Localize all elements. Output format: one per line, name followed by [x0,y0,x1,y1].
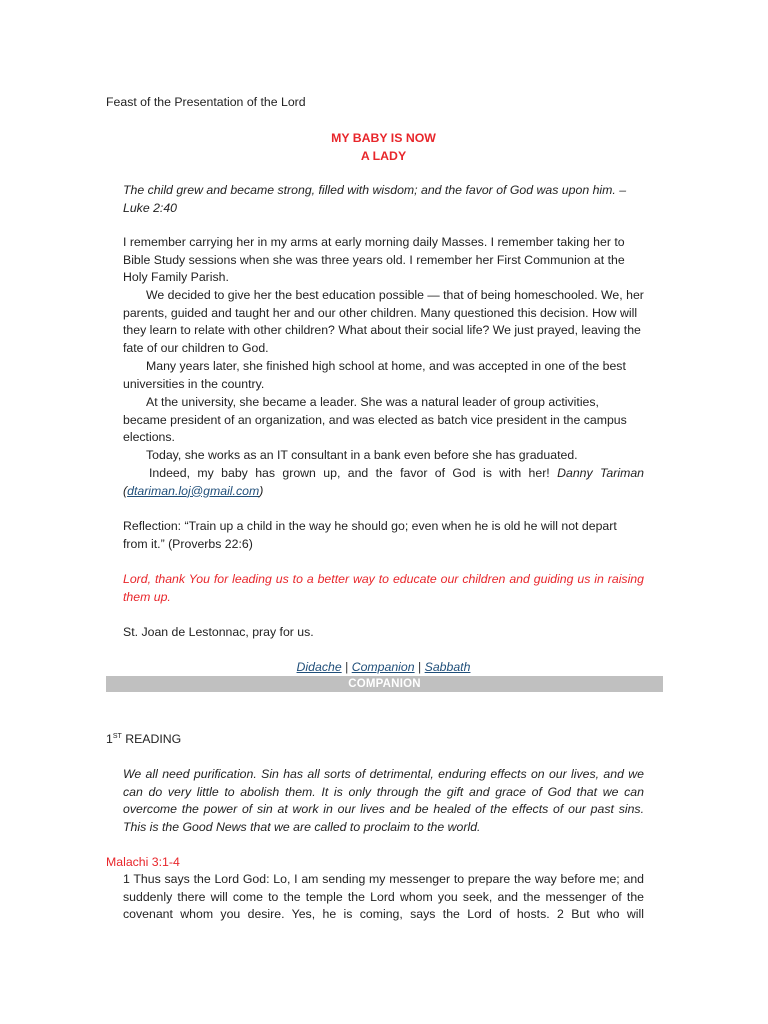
reading-intro: We all need purification. Sin has all sorts of detrimental, enduring effects on our lives, and we can do very little to abolish them. It is only through the gift and grace of God that we can overcome the power of sin at work in our lives and be healed of the effects of our past sins. This is the Good News that we are called to proclaim to the world. [123,767,644,834]
author-email-close: ) [259,483,264,498]
nav-link-didache[interactable]: Didache [296,660,342,674]
reading-label: READING [121,732,182,746]
nav-separator: | [341,660,352,674]
paragraph-5: Today, she works as an IT consultant in a bank even before she has graduated. [146,448,578,462]
article-title-line-1: MY BABY IS NOW [331,131,436,145]
author-email-link[interactable]: dtariman.loj@gmail.com [127,483,260,498]
paragraph-6 [123,465,644,500]
nav-link-sabbath[interactable]: Sabbath [424,660,471,674]
author-name: Danny Tariman [557,466,644,480]
scripture-citation: Malachi 3:1-4 [106,855,180,869]
document-heading: Feast of the Presentation of the Lord [106,95,306,109]
reflection: Reflection: “Train up a child in the way he should go; even when he is old he will not depart from it.” (Proverbs 22:6) [123,519,617,551]
reading-heading [106,731,181,749]
paragraph-4: At the university, she became a leader. She was a natural leader of group activities, became president of an organization, and was elected as batch vice president in the campus elections. [123,395,627,445]
article-title-line-2: A LADY [360,149,407,163]
epigraph: The child grew and became strong, filled with wisdom; and the favor of God was upon him. – Luke 2:40 [123,183,627,215]
section-bar-companion: COMPANION [106,676,663,692]
paragraph-2: We decided to give her the best education possible — that of being homeschooled. We, her parents, guided and taught her and our other children. Many questioned this decision. How will they learn to relate with other children? What about their social life? We just prayed, leaving the fate of our children to God. [123,288,644,355]
paragraph-1: I remember carrying her in my arms at early morning daily Masses. I remember taking her to Bible Study sessions when she was three years old. I remember her First Communion at the Holy Family Parish. [123,235,625,285]
nav-link-companion[interactable]: Companion [351,660,415,674]
section-nav [123,659,644,677]
saint-invocation: St. Joan de Lestonnac, pray for us. [123,625,314,639]
reading-number: 1 [106,732,113,746]
author-email-open: ( [123,483,128,498]
scripture-text: 1 Thus says the Lord God: Lo, I am sending my messenger to prepare the way before me; and suddenly there will come to the temple the Lord whom you seek, and the messenger of the covenant whom you desire. Yes, he is coming, says the Lord of hosts. 2 But who will [123,872,644,922]
nav-separator: | [414,660,425,674]
paragraph-3: Many years later, she finished high school at home, and was accepted in one of the best universities in the country. [123,359,626,391]
closing-prayer: Lord, thank You for leading us to a better way to educate our children and guiding us in raising them up. [123,572,644,604]
paragraph-6-text: Indeed, my baby has grown up, and the favor of God is with her! [149,466,550,480]
reading-ordinal: ST [112,733,122,740]
